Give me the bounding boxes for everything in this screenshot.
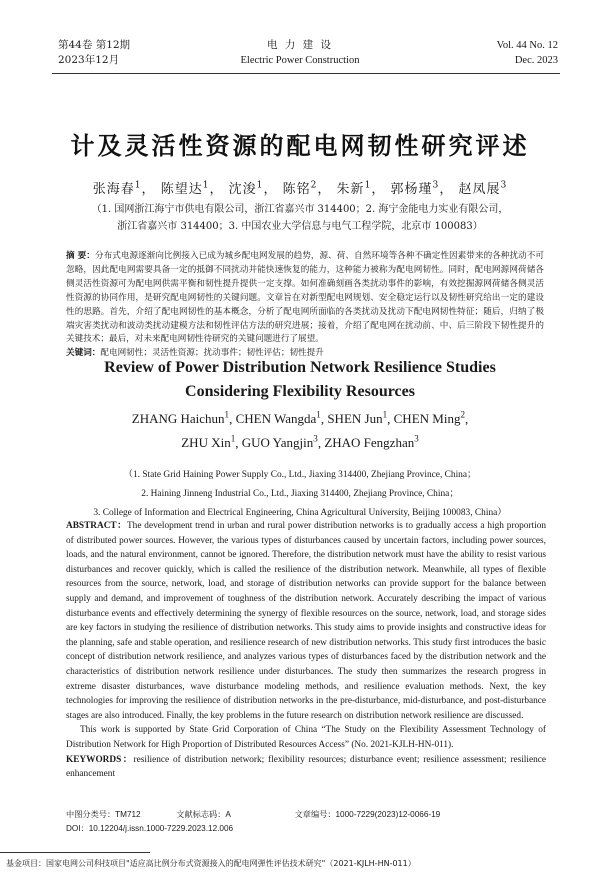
doi: DOI：10.12204/j.issn.1000-7229.2023.12.006: [66, 824, 234, 833]
abstract-en-body: [66, 519, 546, 723]
abstract-en: [66, 519, 546, 782]
issue-date-zh: 2023年12月: [58, 54, 120, 66]
funding-statement-en: This work is supported by State Grid Corporation of China “The Study on the Flexibility Assessment Technology of Distribution Network for High Proportion of Distributed Resources Access” (No. 2021-KJLH-HN-011).: [66, 725, 546, 750]
affiliation-en-line: 3. College of Information and Electrical Engineering, China Agricultural University, Beijing 100083, China）: [93, 508, 507, 518]
author-en: ZHU Xin$^1$: [181, 434, 236, 451]
author-zh: 郭杨瑾$^3$: [390, 180, 440, 197]
author-list-en-line1: ZHANG Haichun$^1$, CHEN Wangda$^1$, SHEN Jun$^1$, CHEN Ming$^2$,: [131, 410, 469, 427]
keywords-zh-label: 关键词：: [66, 348, 101, 359]
author-en: ZHANG Haichun$^1$: [131, 410, 230, 427]
author-list-zh: 张海春$^1$， 陈望达$^1$， 沈浚$^1$， 陈铭$^2$， 朱新$^1$， 郭杨瑾$^3$， 赵凤展$^3$: [92, 180, 508, 197]
footnote-divider: [0, 852, 150, 853]
journal-name-zh: 电 力 建 设: [266, 39, 333, 51]
volume-issue-text: 第44卷 第12期: [58, 39, 131, 51]
journal-name-en: Electric Power Construction: [240, 55, 360, 66]
header-divider: [52, 73, 560, 74]
funding-footnote: 基金项目：国家电网公司科技项目"适应高比例分布式资源接入的配电网弹性评估技术研究"（2021-KJLH-HN-011）: [6, 859, 416, 868]
volume-issue-en-text: Vol. 44 No. 12: [496, 40, 558, 51]
keywords-en: [66, 753, 546, 782]
abstract-zh-body: [66, 250, 544, 347]
clc-number: 中图分类号：TM712: [66, 810, 141, 819]
classification-info: [66, 809, 546, 820]
article-number: 文章编号：1000-7229(2023)12-0066-19: [294, 810, 441, 819]
affiliation-en-line: 2. Haining Jinneng Industrial Co., Ltd., Jiaxing 314400, Zhejiang Province, China；: [141, 489, 459, 499]
affiliation-en-line: （1. State Grid Haining Power Supply Co., Ltd., Jiaxing 314400, Zhejiang Province, China；: [123, 470, 477, 480]
abstract-en-text: The development trend in urban and rural power distribution networks is to gradually access a high proportion of distributed power sources. However, the various types of disturbances caused by uncertain factors, including power sources, loads, and the natural environment, cannot be ignored. Therefore, the distribution network must have the ability to resist various disturbances and recover quickly, which is called the resilience of the distribution network. Meanwhile, all types of flexible resources from the source, network, load, and storage of distribution networks can provide support for the balance between supply and demand, and improvement of toughness of the distribution network. Accurately describing the impact of various disturbance events and effectively determining the synergy of flexible resources on the source, network, load, and storage sides are key factors in studying the resilience of distribution networks. This study aims to provide insights and constructive ideas for the planning, safe and stable operation, and resilience research of new distribution networks. This study first introduces the basic concept of distribution network resilience, and analyzes various types of disturbances faced by the distribution network and the characteristics of distribution network resilience under disturbances. The study then summarizes the research progress in extreme disaster disturbances, wave disturbance modeling methods, and resilience evaluation methods. Next, the key technologies for improving the resilience of distribution networks in the pre-disturbance, mid-disturbance, and post-disturbance stages are also introduced. Finally, the key problems in the future research on distribution network resilience are discussed.: [66, 521, 546, 721]
author-en: SHEN Jun$^1$: [327, 410, 388, 427]
abstract-zh: [66, 250, 544, 361]
author-zh: 朱新$^1$: [336, 180, 372, 197]
document-code: 文献标志码：A: [176, 810, 231, 819]
author-zh: 陈望达$^1$: [160, 180, 210, 197]
keywords-zh-text: 配电网韧性；灵活性资源；扰动事件；韧性评估；韧性提升: [100, 348, 324, 359]
author-list-en-line2: ZHU Xin$^1$, GUO Yangjin$^3$, ZHAO Fengzhan$^3$: [181, 434, 419, 451]
author-zh: 沈浚$^1$: [228, 180, 264, 197]
journal-volume-issue-en: [497, 38, 558, 68]
affiliation-zh-line: 浙江省嘉兴市 314400；3. 中国农业大学信息与电气工程学院，北京市 100083）: [117, 221, 483, 232]
affiliation-zh-line: （1. 国网浙江海宁市供电有限公司，浙江省嘉兴市 314400；2. 海宁金能电力实业有限公司，: [91, 204, 509, 215]
author-zh: 赵凤展$^3$: [458, 180, 508, 197]
paper-title-zh: 计及灵活性资源的配电网韧性研究评述: [70, 131, 530, 160]
abstract-zh-text: 分布式电源逐渐向比例接入已成为城乡配电网发展的趋势，源、荷、自然环境等各种不确定性因素带来的各种扰动不可忽略，因此配电网需要具备一定的抵御不同扰动并能快速恢复的能力，这种能力被称为配电网韧性。同时，配电网源网荷储各侧灵活性资源可为配电网供需平衡和韧性提升提供一定支撑。如何准确刻画各类扰动事件的影响，有效挖掘源网荷储各侧灵活性资源的协同作用，是研究配电网韧性的关键问题。文章旨在对新型配电网规划、安全稳定运行以及韧性研究给出一定的建设性的思路。首先，介绍了配电网韧性的基本概念，分析了配电网所面临的各类扰动及扰动下配电网韧性特征；随后，归纳了极端灾害类扰动和波动类扰动建模方法和韧性评估方法的研究进展；接着，介绍了配电网在扰动前、中、后三阶段下韧性提升的关键技术；最后，对未来配电网韧性待研究的关键问题进行了展望。: [66, 251, 544, 345]
author-en: CHEN Wangda$^1$: [235, 410, 321, 427]
author-zh: 张海春$^1$: [92, 180, 142, 197]
author-zh: 陈铭$^2$: [282, 180, 318, 197]
paper-title-en-line2: Considering Flexibility Resources: [185, 383, 415, 400]
abstract-zh-label: 摘 要：: [66, 251, 95, 261]
abstract-en-label: ABSTRACT：: [66, 521, 127, 531]
issue-date-en: Dec. 2023: [514, 55, 558, 66]
author-en: GUO Yangjin$^3$: [241, 434, 318, 451]
keywords-en-label: KEYWORDS：: [66, 754, 134, 765]
author-en: CHEN Ming$^2$: [393, 410, 465, 427]
author-en: ZHAO Fengzhan$^3$: [324, 434, 419, 451]
keywords-en-text: resilience of distribution network; flexibility resources; disturbance event; resilience assessment; resilience enhancement: [66, 754, 546, 780]
paper-title-en-line1: Review of Power Distribution Network Resilience Studies: [104, 359, 496, 376]
